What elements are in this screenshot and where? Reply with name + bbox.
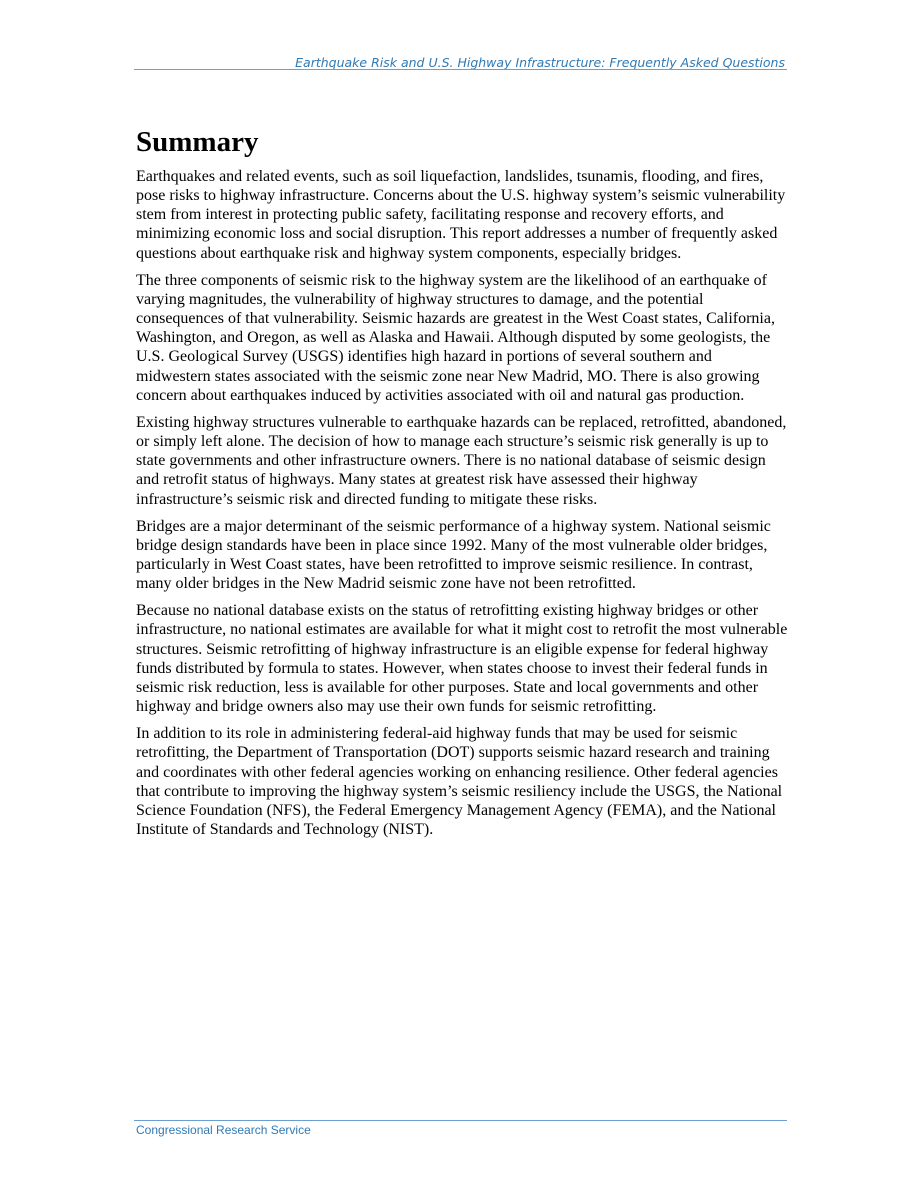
summary-paragraph-3: Existing highway structures vulnerable to earthquake hazards can be replaced, retrofitted, abandoned, or simply left alone. The decision of how to manage each structure’s seismic risk generally is up to state governments and other infrastructure owners. There is no national database of seismic design and retrofit status of highways. Many states at greatest risk have assessed their highway infrastructure’s seismic risk and directed funding to mitigate these risks. bbox=[136, 413, 787, 508]
summary-paragraph-4: Bridges are a major determinant of the seismic performance of a highway system. National seismic bridge design standards have been in place since 1992. Many of the most vulnerable older bridges, particularly in West Coast states, have been retrofitted to improve seismic resilience. In contrast, many older bridges in the New Madrid seismic zone have not been retrofitted. bbox=[136, 517, 771, 593]
summary-paragraph-6: In addition to its role in administering federal-aid highway funds that may be used for seismic retrofitting, the Department of Transportation (DOT) supports seismic hazard research and training and coordinates with other federal agencies working on enhancing resilience. Other federal agencies that contribute to improving the highway system’s seismic resiliency include the USGS, the National Science Foundation (NFS), the Federal Emergency Management Agency (FEMA), and the National Institute of Standards and Technology (NIST). bbox=[136, 725, 783, 838]
footer-divider bbox=[134, 1120, 787, 1121]
header-divider bbox=[134, 69, 787, 70]
running-header: Earthquake Risk and U.S. Highway Infrastructure: Frequently Asked Questions bbox=[295, 55, 785, 70]
summary-paragraph-5: Because no national database exists on the status of retrofitting existing highway bridges or other infrastructure, no national estimates are available for what it might cost to retrofit the most vulnerable structures. Seismic retrofitting of highway infrastructure is an eligible expense for federal highway funds distributed by formula to states. However, when states choose to invest their federal funds in seismic risk reduction, less is available for other purposes. State and local governments and other highway and bridge owners also may use their own funds for seismic retrofitting. bbox=[136, 602, 788, 716]
footer-publisher: Congressional Research Service bbox=[136, 1123, 311, 1137]
summary-paragraph-2: The three components of seismic risk to the highway system are the likelihood of an earthquake of varying magnitudes, the vulnerability of highway structures to damage, and the potential consequences of that vulnerability. Seismic hazards are greatest in the West Coast states, California, Washington, and Oregon, as well as Alaska and Hawaii. Although disputed by some geologists, the U.S. Geological Survey (USGS) identifies high hazard in portions of several southern and midwestern states associated with the seismic zone near New Madrid, MO. There is also growing concern about earthquakes induced by activities associated with oil and natural gas production. bbox=[136, 271, 775, 404]
summary-paragraph-1: Earthquakes and related events, such as soil liquefaction, landslides, tsunamis, flooding, and fires, pose risks to highway infrastructure. Concerns about the U.S. highway system’s seismic vulnerability stem from interest in protecting public safety, facilitating response and recovery efforts, and minimizing economic loss and social disruption. This report addresses a number of frequently asked questions about earthquake risk and highway system components, especially bridges. bbox=[136, 168, 786, 262]
summary-section bbox=[136, 124, 788, 847]
section-title: Summary bbox=[136, 126, 259, 158]
